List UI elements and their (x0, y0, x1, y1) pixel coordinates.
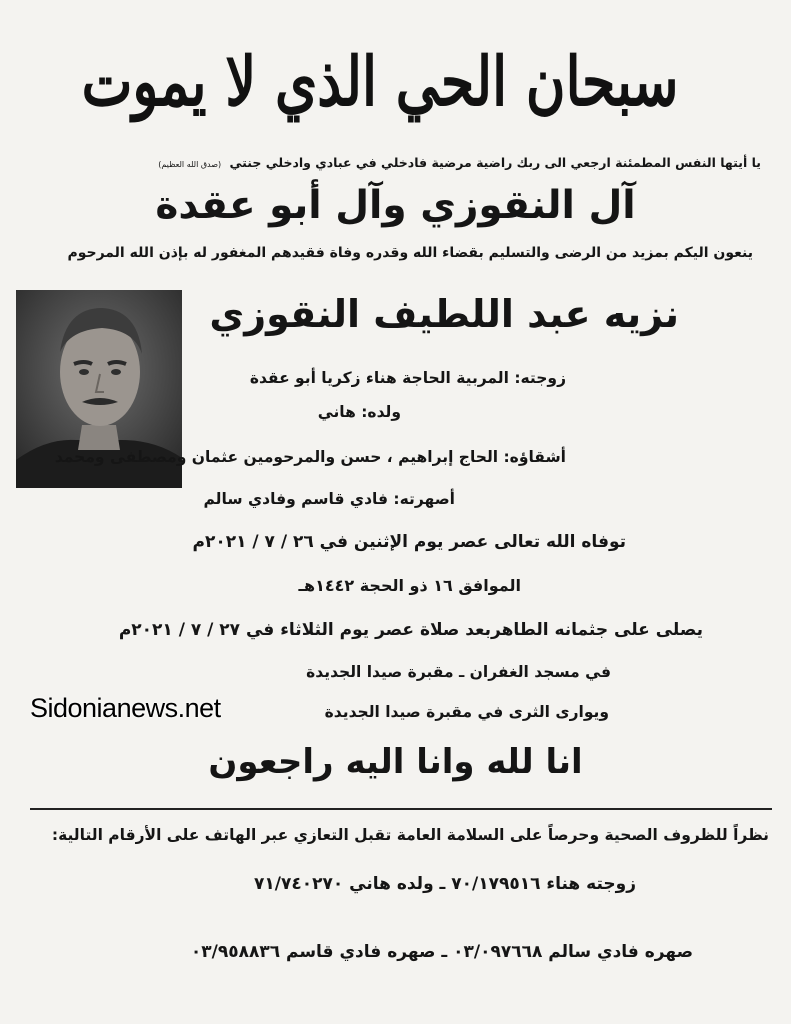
verse-source: (صدق الله العظيم) (158, 160, 222, 169)
inlaws-line: أصهرته: فادي قاسم وفادي سالم (203, 490, 455, 508)
son-line: ولده: هاني (317, 403, 401, 421)
families-title: آل النقوزي وآل أبو عقدة (155, 183, 636, 228)
wife-line: زوجته: المربية الحاجة هناء زكريا أبو عقدة (249, 369, 566, 387)
burial-line: ويوارى الثرى في مقبرة صيدا الجديدة (324, 703, 609, 721)
deceased-name: نزيه عبد اللطيف النقوزي (209, 292, 679, 336)
announcement: ينعون اليكم بمزيد من الرضى والتسليم بقضاء الله وقدره وفاة فقيدهم المغفور له بإذن الله المرحوم (67, 245, 753, 261)
header-calligraphy (81, 28, 679, 133)
closing-phrase: انا لله وانا اليه راجعون (208, 742, 583, 782)
verse-text: يا أيتها النفس المطمئنة ارجعي الى ربك راضية مرضية فادخلي في عبادي وادخلي جنتي (229, 155, 761, 170)
quran-verse (158, 155, 761, 170)
phone-line-2: صهره فادي سالم ٠٣/٠٩٧٦٦٨ ـ صهره فادي قاسم ٠٣/٩٥٨٨٣٦ (190, 942, 693, 962)
death-date-line: توفاه الله تعالى عصر يوم الإثنين في ٢٦ / ٧ / ٢٠٢١م (192, 532, 626, 552)
condolence-notice: نظراً للظروف الصحية وحرصاً على السلامة العامة تقبل التعازي عبر الهاتف على الأرقام التالية: (51, 826, 769, 844)
phone-line-1: زوجته هناء ٧٠/١٧٩٥١٦ ـ ولده هاني ٧١/٧٤٠٢٧٠ (254, 874, 636, 894)
funeral-prayer-line: يصلى على جثمانه الطاهربعد صلاة عصر يوم الثلاثاء في ٢٧ / ٧ / ٢٠٢١م (118, 620, 703, 640)
divider (30, 808, 772, 810)
watermark: Sidonianews.net (30, 693, 221, 723)
brothers-line: أشقاؤه: الحاج إبراهيم ، حسن والمرحومين عثمان ومصطفى ومحمد (54, 448, 566, 466)
hijri-date-line: الموافق ١٦ ذو الحجة ١٤٤٢هـ (298, 576, 521, 595)
mosque-line: في مسجد الغفران ـ مقبرة صيدا الجديدة (306, 663, 611, 681)
calligraphy-text: سبحان الحي الذي لا يموت (81, 40, 679, 121)
